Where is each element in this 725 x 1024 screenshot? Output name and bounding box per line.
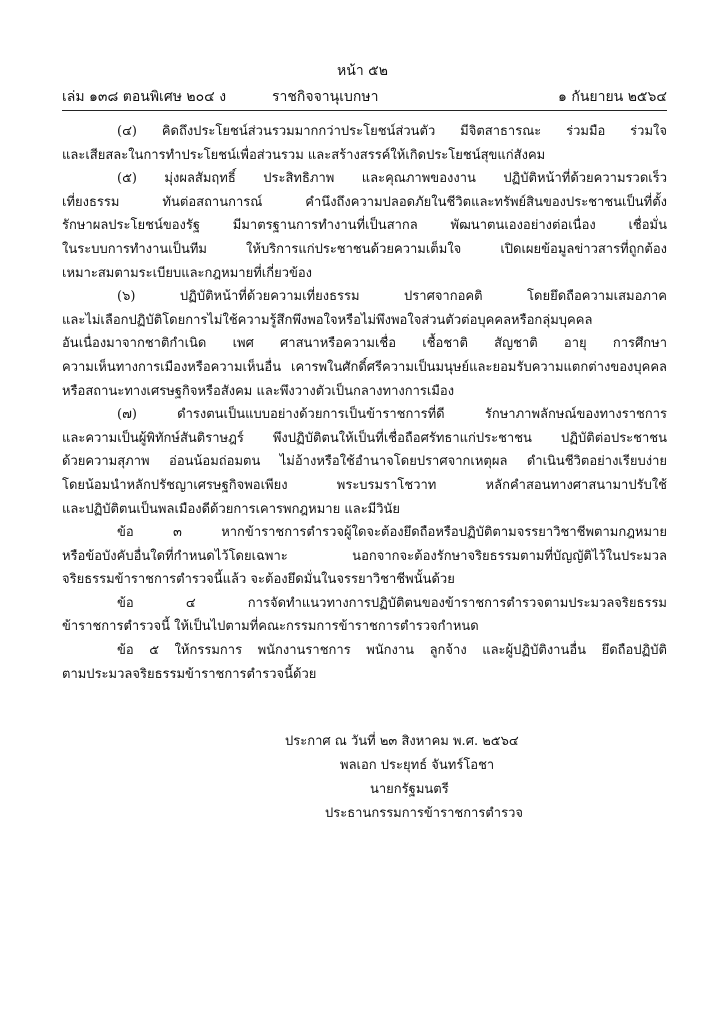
text-line: (๗) ดำรงตนเป็นแบบอย่างด้วยการเป็นข้าราชการที่ดี รักษาภาพลักษณ์ของทางราชการ <box>117 407 667 423</box>
paragraph-clause-7 <box>62 403 667 521</box>
text-line: หรือข้อบังคับอื่นใดที่กำหนดไว้โดยเฉพาะ นอกจากจะต้องรักษาจริยธรรมตามที่บัญญัติไว้ในประมวล <box>62 548 667 564</box>
text-line: รักษาผลประโยชน์ของรัฐ มีมาตรฐานการทำงานที่เป็นสากล พัฒนาตนเองอย่างต่อเนื่อง เชื่อมั่น <box>62 218 667 234</box>
text-line: ตามประมวลจริยธรรมข้าราชการตำรวจนี้ด้วย <box>62 666 317 682</box>
text-line: และความเป็นผู้พิทักษ์สันติราษฎร์ พึงปฏิบัติตนให้เป็นที่เชื่อถือศรัทธาแก่ประชาชน ปฏิบัติต่อประชาชน <box>62 430 667 446</box>
page-number: หน้า ๕๒ <box>337 63 388 79</box>
volume-issue: เล่ม ๑๓๘ ตอนพิเศษ ๒๐๔ ง <box>62 89 227 105</box>
text-line: ข้อ ๓ หากข้าราชการตำรวจผู้ใดจะต้องยึดถือหรือปฏิบัติตามจรรยาวิชาชีพตามกฎหมาย <box>117 525 667 541</box>
document-body <box>62 120 667 686</box>
paragraph-article-3 <box>62 521 667 592</box>
text-line: เหมาะสมตามระเบียบและกฎหมายที่เกี่ยวข้อง <box>62 265 313 281</box>
text-line: (๕) มุ่งผลสัมฤทธิ์ ประสิทธิภาพ และคุณภาพของงาน ปฏิบัติหน้าที่ด้วยความรวดเร็ว <box>117 171 667 187</box>
text-line: ความเห็นทางการเมืองหรือความเห็นอื่น เคารพในศักดิ์ศรีความเป็นมนุษย์และยอมรับความแตกต่างของบุคคล <box>62 359 667 375</box>
gazette-header <box>62 87 667 107</box>
signatory-role: ประธานกรรมการข้าราชการตำรวจ <box>325 806 523 821</box>
text-line: ในระบบการทำงานเป็นทีม ให้บริการแก่ประชาชนด้วยความเต็มใจ เปิดเผยข้อมูลข่าวสารที่ถูกต้อง <box>62 241 667 257</box>
journal-name: ราชกิจจานุเบกษา <box>272 89 379 105</box>
text-line: (๔) คิดถึงประโยชน์ส่วนรวมมากกว่าประโยชน์ส่วนตัว มีจิตสาธารณะ ร่วมมือ ร่วมใจ <box>117 124 667 139</box>
text-line: ข้าราชการตำรวจนี้ ให้เป็นไปตามที่คณะกรรมการข้าราชการตำรวจกำหนด <box>62 619 479 635</box>
text-line: ด้วยความสุภาพ อ่อนน้อมถ่อมตน ไม่อ้างหรือใช้อำนาจโดยปราศจากเหตุผล ดำเนินชีวิตอย่างเรียบง่าย <box>62 454 667 470</box>
text-line: ข้อ ๔ การจัดทำแนวทางการปฏิบัติตนของข้าราชการตำรวจตามประมวลจริยธรรม <box>117 595 667 611</box>
announcement-date: ประกาศ ณ วันที่ ๒๓ สิงหาคม พ.ศ. ๒๕๖๔ <box>285 734 519 749</box>
paragraph-clause-6 <box>62 285 667 403</box>
text-line: ข้อ ๕ ให้กรรมการ พนักงานราชการ พนักงาน ลูกจ้าง และผู้ปฏิบัติงานอื่น ยึดถือปฏิบัติ <box>117 643 667 659</box>
text-line: และไม่เลือกปฏิบัติโดยการไม่ใช้ความรู้สึกพึงพอใจหรือไม่พึงพอใจส่วนตัวต่อบุคคลหรือกลุ่มบุคคล <box>62 312 593 328</box>
text-line: และปฏิบัติตนเป็นพลเมืองดีด้วยการเคารพกฎหมาย และมีวินัย <box>62 501 401 517</box>
text-line: อันเนื่องมาจากชาติกำเนิด เพศ ศาสนาหรือความเชื่อ เชื้อชาติ สัญชาติ อายุ การศึกษา <box>62 336 667 352</box>
text-line: และเสียสละในการทำประโยชน์เพื่อส่วนรวม และสร้างสรรค์ให้เกิดประโยชน์สุขแก่สังคม <box>62 147 546 163</box>
header-divider <box>62 110 667 111</box>
publication-date: ๑ กันยายน ๒๕๖๔ <box>558 89 667 105</box>
text-line: จริยธรรมข้าราชการตำรวจนี้แล้ว จะต้องยึดมั่นในจรรยาวิชาชีพนั้นด้วย <box>62 572 455 588</box>
text-line: (๖) ปฏิบัติหน้าที่ด้วยความเที่ยงธรรม ปราศจากอคติ โดยยึดถือความเสมอภาค <box>117 289 667 305</box>
paragraph-clause-4 <box>62 120 667 167</box>
text-line: เที่ยงธรรม ทันต่อสถานการณ์ คำนึงถึงความปลอดภัยในชีวิตและทรัพย์สินของประชาชนเป็นที่ตั้ง <box>62 194 667 210</box>
text-line: โดยน้อมนำหลักปรัชญาเศรษฐกิจพอเพียง พระบรมราโชวาท หลักคำสอนทางศาสนามาปรับใช้ <box>62 477 667 493</box>
signatory-position: นายกรัฐมนตรี <box>370 782 449 797</box>
paragraph-clause-5 <box>62 167 667 285</box>
paragraph-article-5 <box>62 639 667 686</box>
paragraph-article-4 <box>62 592 667 639</box>
text-line: หรือสถานะทางเศรษฐกิจหรือสังคม และพึงวางตัวเป็นกลางทางการเมือง <box>62 383 455 399</box>
signatory-name: พลเอก ประยุทธ์ จันทร์โอชา <box>340 758 495 773</box>
